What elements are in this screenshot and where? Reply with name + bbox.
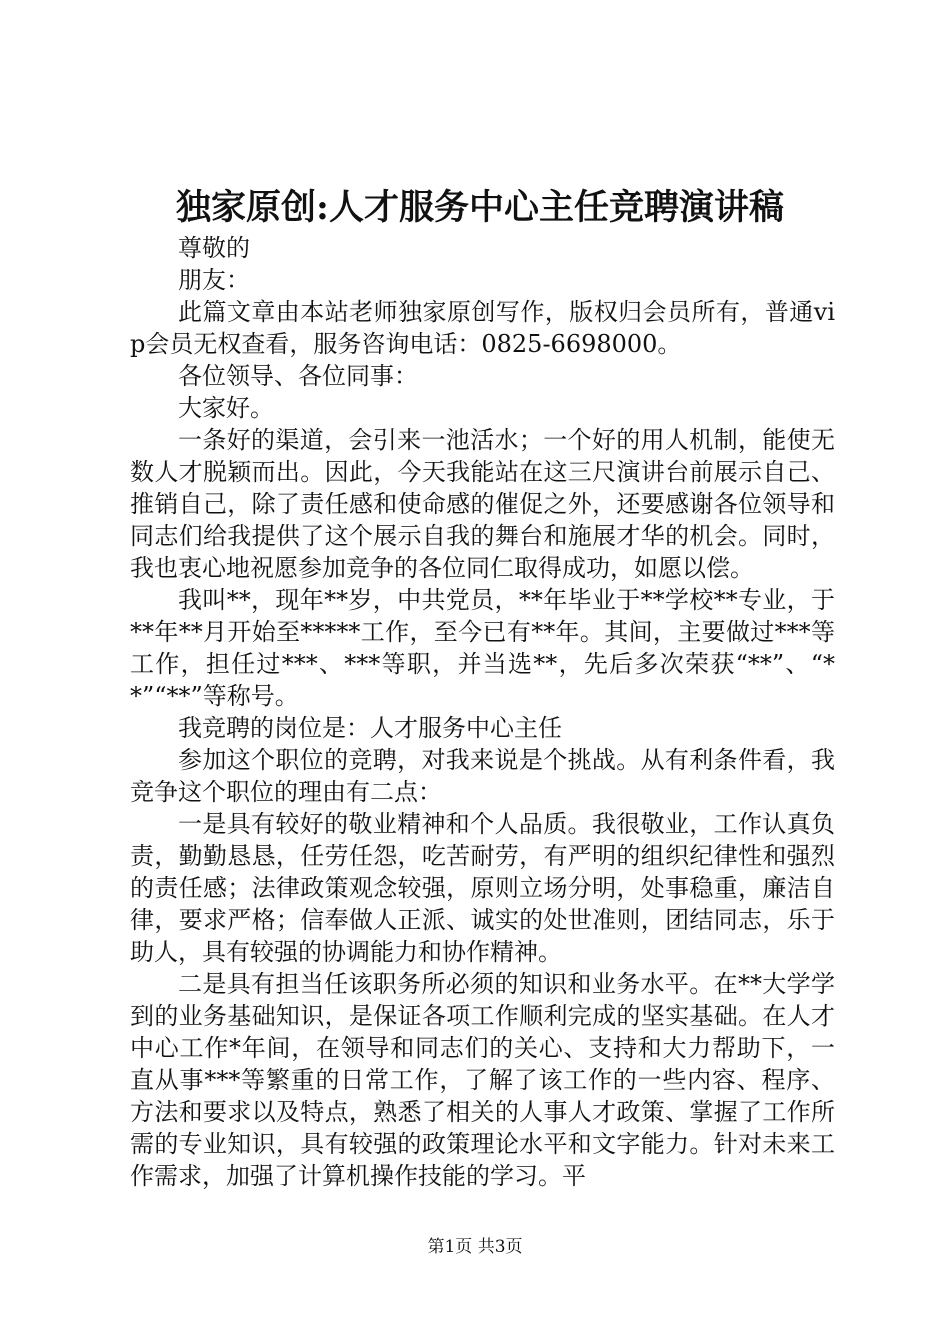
paragraph-salutation-1: 尊敬的 — [178, 234, 250, 262]
paragraph-reason-2: 二是具有担当任该职务所必须的知识和业务水平。在**大学学到的业务基础知识，是保证各项工作顺利完成的坚实基础。在人才中心工作*年间，在领导和同志们的关心、支持和大力帮助下，一直从事***等繁重的日常工作，了解了该工作的一些内容、程序、方法和要求以及特点，熟悉了相关的人事人才政策、掌握了工作所需的专业知识，具有较强的政策理论水平和文字能力。针对未来工作需求，加强了计算机操作技能的学习。平 — [130, 970, 835, 1190]
paragraph-salutation-2: 朋友： — [178, 266, 250, 294]
paragraph-hello: 大家好。 — [178, 394, 274, 422]
paragraph-introduction: 一条好的渠道，会引来一池活水；一个好的用人机制，能使无数人才脱颖而出。因此，今天我能站在这三尺演讲台前展示自己、推销自己，除了责任感和使命感的催促之外，还要感谢各位领导和同志们给我提供了这个展示自我的舞台和施展才华的机会。同时，我也衷心地祝愿参加竞争的各位同仁取得成功，如愿以偿。 — [130, 426, 835, 582]
document-body — [130, 232, 835, 1192]
paragraph-position: 我竞聘的岗位是：人才服务中心主任 — [178, 714, 562, 742]
paragraph-reason-1: 一是具有较好的敬业精神和个人品质。我很敬业，工作认真负责，勤勤恳恳，任劳任怨，吃苦耐劳，有严明的组织纪律性和强烈的责任感；法律政策观念较强，原则立场分明，处事稳重，廉洁自律，要求严格；信奉做人正派、诚实的处世准则，团结同志，乐于助人，具有较强的协调能力和协作精神。 — [130, 810, 835, 966]
paragraph-challenge: 参加这个职位的竞聘，对我来说是个挑战。从有利条件看，我竞争这个职位的理由有二点： — [130, 746, 835, 806]
page-footer: 第1页 共3页 — [427, 1237, 523, 1257]
paragraph-copyright-notice: 此篇文章由本站老师独家原创写作，版权归会员所有，普通vip会员无权查看，服务咨询电话：0825-6698000。 — [130, 298, 835, 358]
paragraph-greeting-audience: 各位领导、各位同事： — [178, 362, 418, 390]
document-title: 独家原创:人才服务中心主任竞聘演讲稿 — [176, 187, 784, 228]
paragraph-self-intro: 我叫**，现年**岁，中共党员，**年毕业于**学校**专业，于**年**月开始至*****工作，至今已有**年。其间，主要做过***等工作，担任过***、***等职，并当选**，先后多次荣获“**”、“**”“**”等称号。 — [130, 586, 835, 710]
